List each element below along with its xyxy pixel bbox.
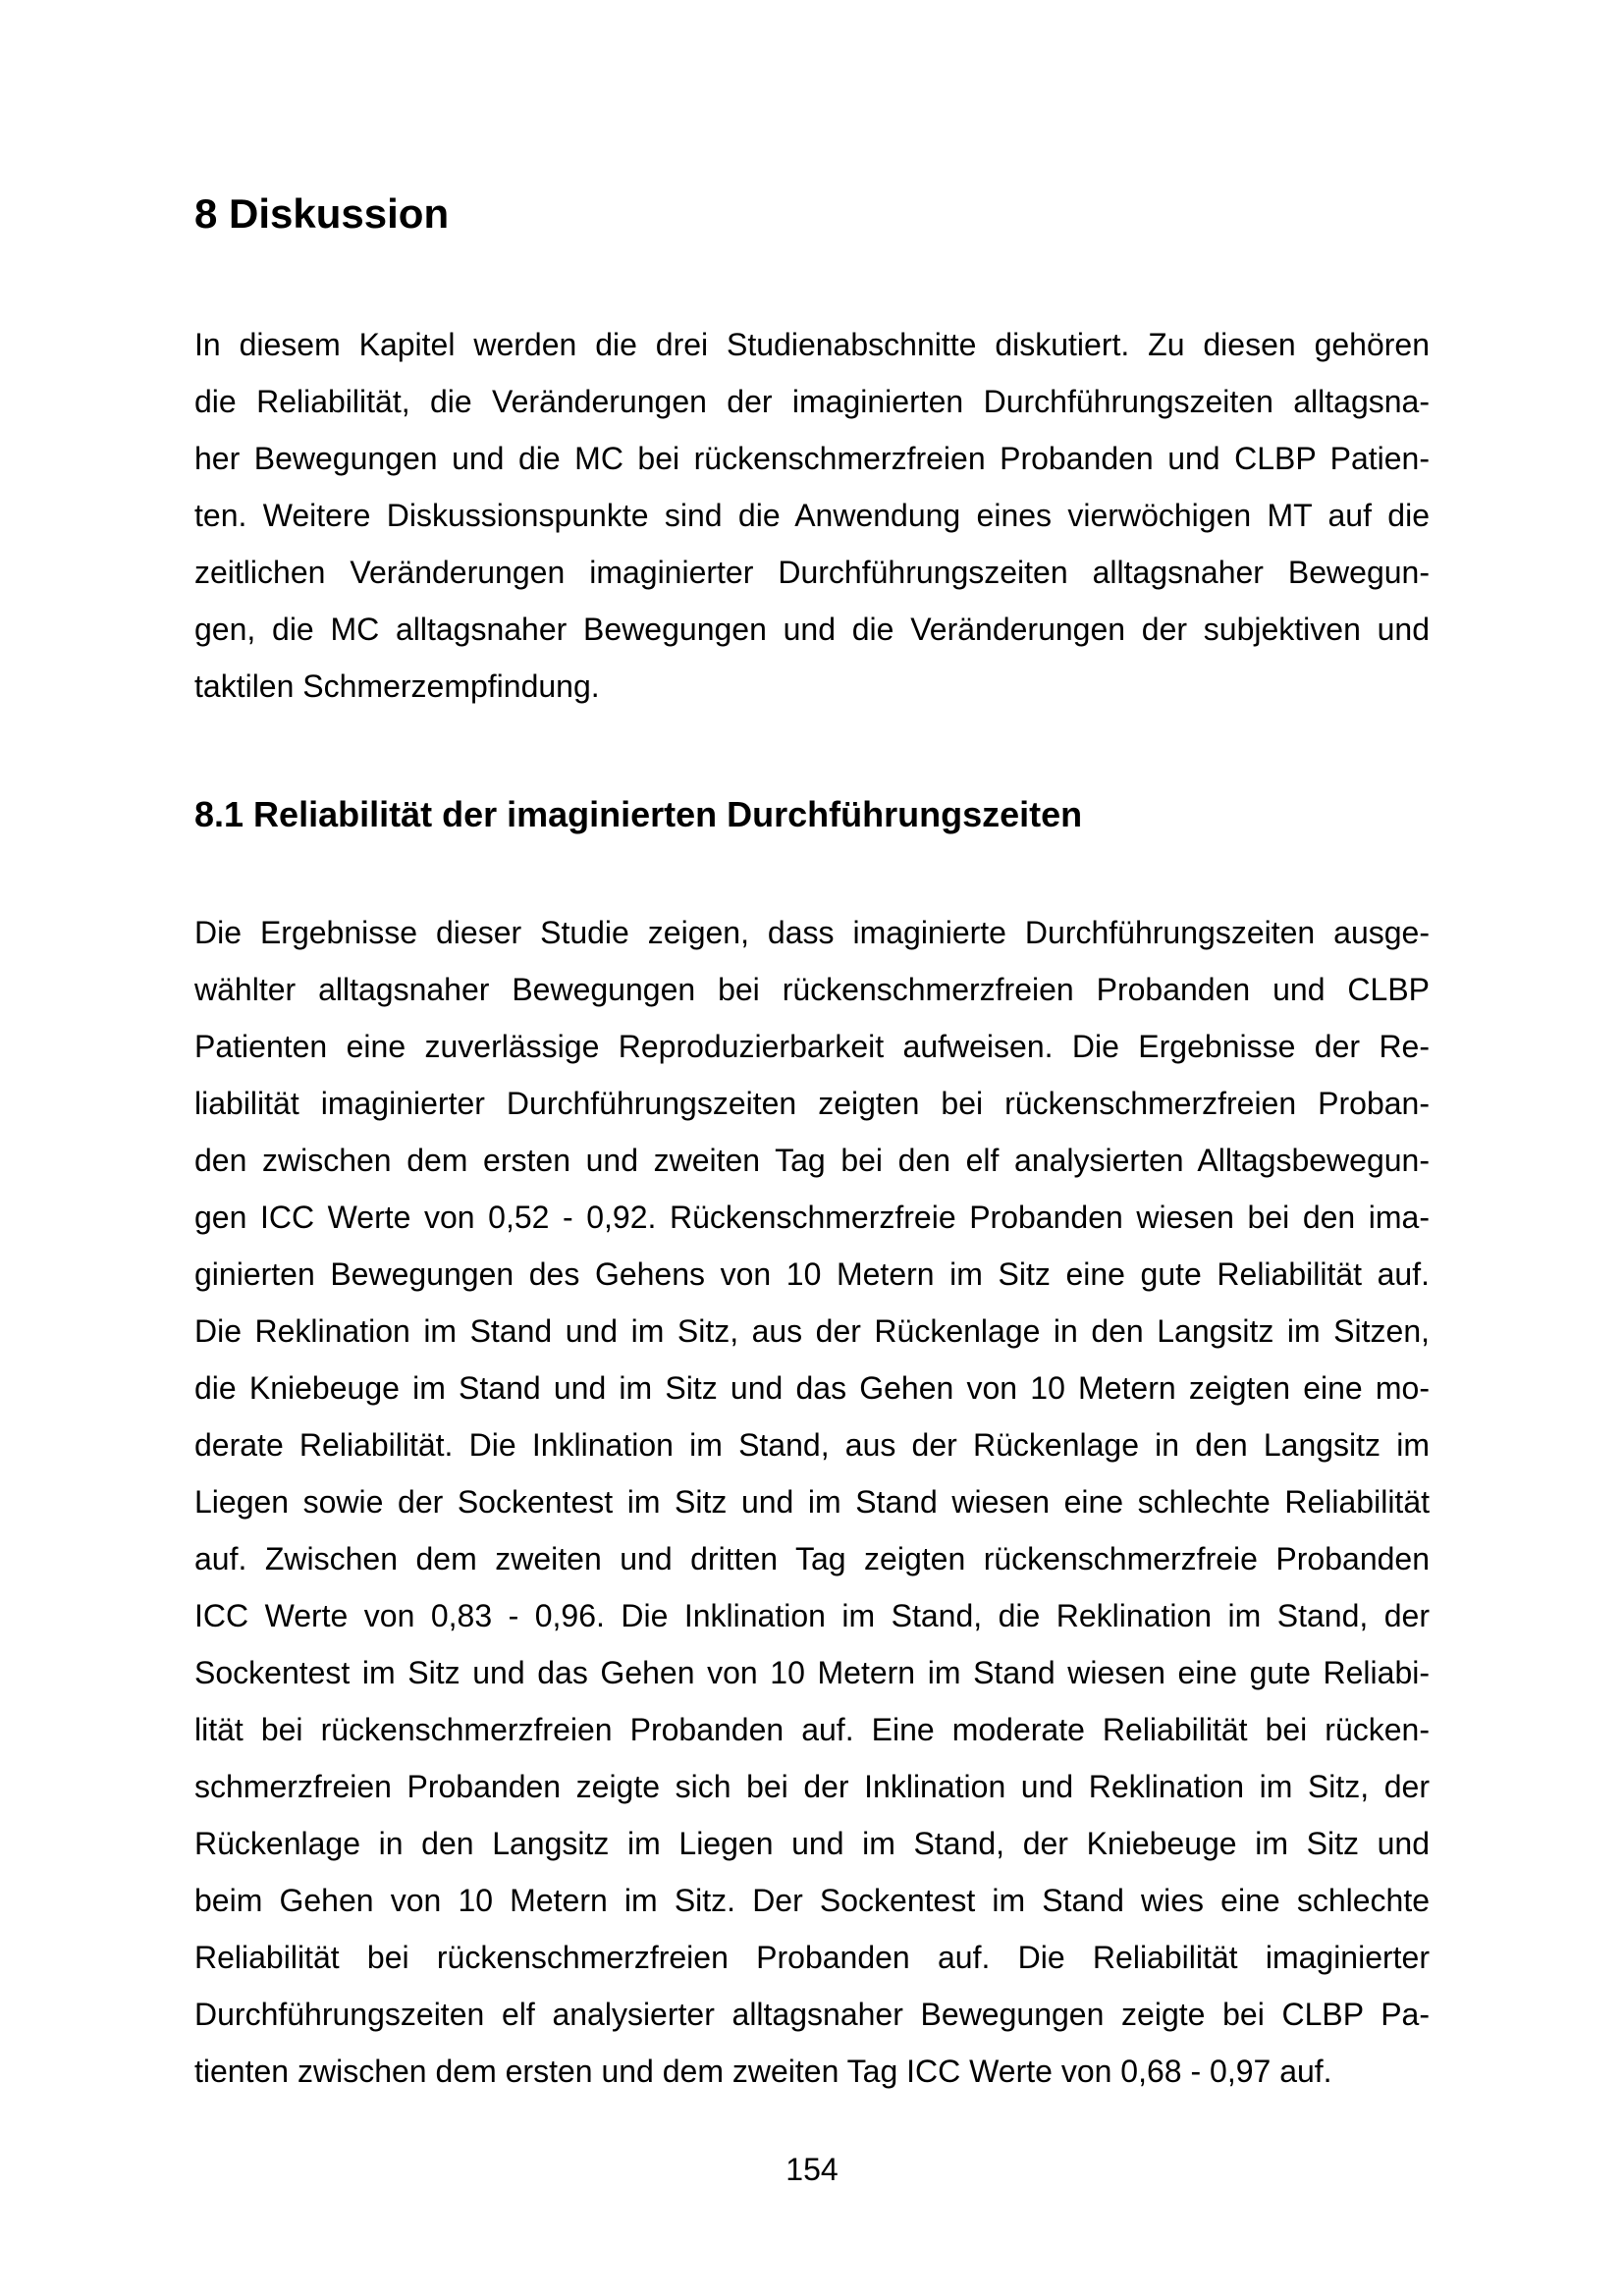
text-line: Die Reklination im Stand und im Sitz, aus der Rückenlage in den Langsitz im Sitzen,: [194, 1313, 1430, 1349]
text-line: schmerzfreien Probanden zeigte sich bei der Inklination und Reklination im Sitz, der: [194, 1769, 1430, 1804]
section-paragraph: [194, 904, 1430, 2100]
text-line: Liegen sowie der Sockentest im Sitz und im Stand wiesen eine schlechte Reliabilität: [194, 1484, 1430, 1520]
text-line: die Reliabilität, die Veränderungen der imaginierten Durchführungszeiten alltagsna-: [194, 384, 1430, 419]
text-line: In diesem Kapitel werden die drei Studienabschnitte diskutiert. Zu diesen gehören: [194, 327, 1430, 362]
text-line: gen, die MC alltagsnaher Bewegungen und die Veränderungen der subjektiven und: [194, 612, 1430, 647]
text-line: liabilität imaginierter Durchführungszeiten zeigten bei rückenschmerzfreien Proban-: [194, 1086, 1430, 1121]
text-line: Reliabilität bei rückenschmerzfreien Probanden auf. Die Reliabilität imaginierter: [194, 1940, 1430, 1975]
text-line: taktilen Schmerzempfindung.: [194, 668, 600, 704]
intro-paragraph: [194, 316, 1430, 715]
text-line: her Bewegungen und die MC bei rückenschmerzfreien Probanden und CLBP Patien-: [194, 441, 1430, 476]
text-line: auf. Zwischen dem zweiten und dritten Tag zeigten rückenschmerzfreie Probanden: [194, 1541, 1430, 1576]
text-line: die Kniebeuge im Stand und im Sitz und das Gehen von 10 Metern zeigten eine mo-: [194, 1370, 1430, 1406]
text-line: Sockentest im Sitz und das Gehen von 10 Metern im Stand wiesen eine gute Reliabi-: [194, 1655, 1430, 1690]
text-line: den zwischen dem ersten und zweiten Tag bei den elf analysierten Alltagsbewegun-: [194, 1143, 1430, 1178]
text-line: Patienten eine zuverlässige Reproduzierbarkeit aufweisen. Die Ergebnisse der Re-: [194, 1029, 1430, 1064]
text-line: lität bei rückenschmerzfreien Probanden auf. Eine moderate Reliabilität bei rücken-: [194, 1712, 1430, 1747]
text-line: ten. Weitere Diskussionspunkte sind die Anwendung eines vierwöchigen MT auf die: [194, 498, 1430, 533]
text-line: gen ICC Werte von 0,52 - 0,92. Rückenschmerzfreie Probanden wiesen bei den ima-: [194, 1200, 1430, 1235]
chapter-title: 8 Diskussion: [194, 190, 450, 237]
text-line: beim Gehen von 10 Metern im Sitz. Der Sockentest im Stand wies eine schlechte: [194, 1883, 1430, 1918]
text-line: wählter alltagsnaher Bewegungen bei rückenschmerzfreien Probanden und CLBP: [194, 972, 1430, 1007]
text-line: Rückenlage in den Langsitz im Liegen und im Stand, der Kniebeuge im Sitz und: [194, 1826, 1430, 1861]
section-title: 8.1 Reliabilität der imaginierten Durchführungszeiten: [194, 794, 1083, 834]
text-line: zeitlichen Veränderungen imaginierter Durchführungszeiten alltagsnaher Bewegun-: [194, 555, 1430, 590]
text-line: tienten zwischen dem ersten und dem zweiten Tag ICC Werte von 0,68 - 0,97 auf.: [194, 2054, 1332, 2089]
page-number: 154: [785, 2152, 839, 2187]
text-line: ginierten Bewegungen des Gehens von 10 Metern im Sitz eine gute Reliabilität auf.: [194, 1256, 1430, 1292]
text-line: Durchführungszeiten elf analysierter alltagsnaher Bewegungen zeigte bei CLBP Pa-: [194, 1997, 1430, 2032]
text-line: ICC Werte von 0,83 - 0,96. Die Inklination im Stand, die Reklination im Stand, der: [194, 1598, 1430, 1633]
text-line: Die Ergebnisse dieser Studie zeigen, dass imaginierte Durchführungszeiten ausge-: [194, 915, 1430, 950]
text-line: derate Reliabilität. Die Inklination im Stand, aus der Rückenlage in den Langsitz im: [194, 1427, 1430, 1463]
